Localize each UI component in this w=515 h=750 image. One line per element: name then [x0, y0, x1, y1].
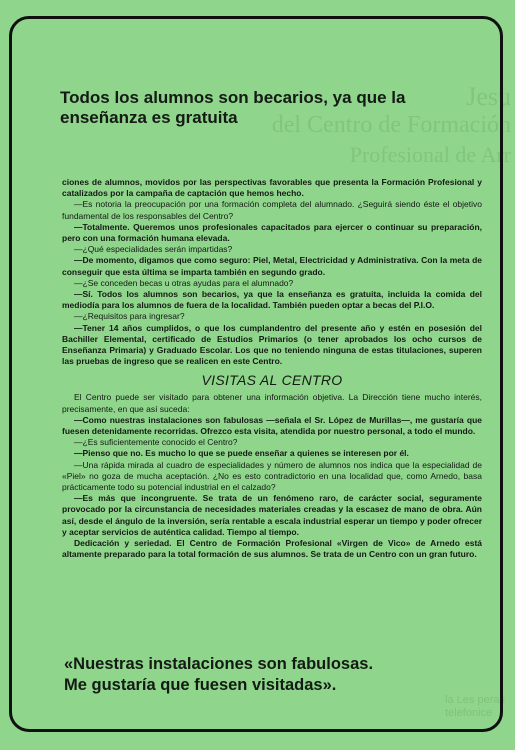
paragraph: —Sí. Todos los alumnos son becarios, ya que la enseñanza es gratuita, incluida la comida del mediodía para los alumnos de fuera de la localidad. También pueden optar a becas del P.I.O. — [62, 289, 482, 311]
paragraph: —Pienso que no. Es mucho lo que se puede enseñar a quienes se interesen por él. — [74, 448, 409, 459]
paragraph: —¿Qué especialidades serán impartidas? — [74, 244, 233, 255]
pull-quote-line: «Nuestras instalaciones son fabulosas. — [64, 655, 374, 673]
show-through-text-line: del Centro de Formación — [271, 112, 511, 138]
paragraph: ciones de alumnos, movidos por las perspectivas favorables que presenta la Formación Profesional y catalizados por la campaña de captación que hemos hecho. — [62, 177, 482, 199]
show-through-text-line: Profesional de Arr — [349, 142, 511, 167]
paragraph: —¿Es suficientemente conocido el Centro? — [74, 437, 238, 448]
section-title: VISITAS AL CENTRO — [201, 372, 343, 389]
show-through-text-bottom — [445, 694, 505, 720]
paragraph: El Centro puede ser visitado para obtener una información objetiva. La Dirección tiene mucho interés, precisamente, en que así suceda: — [62, 392, 482, 414]
paragraph: Dedicación y seriedad. El Centro de Formación Profesional «Virgen de Vico» de Arnedo está altamente preparado para la total formación de sus alumnos. Se trata de un Centro con un gran futuro. — [62, 538, 482, 560]
paragraph: —Una rápida mirada al cuadro de especialidades y número de alumnos nos indica que la especialidad de «Piel» no goza de mucha aceptación. ¿No es esto contradictorio en una localidad que, como Arnedo, basa prácticamente todo su potencial industrial en el calzado? — [62, 459, 482, 493]
paragraph: —Como nuestras instalaciones son fabulosas —señala el Sr. López de Murillas—, me gustaría que fuesen detenidamente recorridas. Ofrezco esta visita, atendida por nuestro personal, a todo el mundo. — [62, 414, 482, 437]
paragraph: —¿Requisitos para ingresar? — [74, 311, 185, 322]
pull-quote-line: Me gustaría que fuesen visitadas». — [64, 676, 337, 694]
show-through-line: telefonice — [445, 707, 493, 719]
pull-quote — [64, 654, 484, 696]
article-body — [62, 177, 482, 561]
paragraph: —Totalmente. Queremos unos profesionales capacitados para ejercer o continuar su preparación, pero con una formación humana elevada. — [62, 221, 482, 244]
paragraph: —Es más que incongruente. Se trata de un fenómeno raro, de carácter social, seguramente provocado por la circunstancia de necesidades materiales creadas y la escasez de mano de obra. Aún así, desde el ángulo de la inversión, sería rentable a escala industrial esperar un tiempo y poder ofrecer y aceptar servicios de auténtica calidad. Tiempo al tiempo. — [62, 493, 482, 537]
show-through-text-line: Jesu — [466, 82, 511, 111]
article-title: Todos los alumnos son becarios, ya que la enseñanza es gratuita — [60, 88, 406, 127]
paragraph: —Tener 14 años cumplidos, o que los cumplandentro del presente año y estén en posesión del Bachiller Elemental, certificado de Estudios Primarios (o tener aprobados los ocho cursos de Enseñanza Primaria) y Graduado Escolar. Los que no teniendo ninguna de estas titulaciones, superen las pruebas de ingreso que se realicen en este Centro. — [62, 322, 482, 367]
paragraph: —¿Se conceden becas u otras ayudas para el alumnado? — [74, 277, 294, 288]
article-body-part2 — [62, 392, 482, 560]
paragraph: —Es notoria la preocupación por una formación completa del alumnado. ¿Seguirá siendo éste el objetivo fundamental de los responsables del Centro? — [62, 199, 482, 221]
article-body-part1 — [62, 177, 482, 367]
paragraph: —De momento, digamos que como seguro: Piel, Metal, Electricidad y Administrativa. Con la meta de conseguir que esta última se imparta también en segundo grado. — [62, 255, 482, 277]
show-through-line: la Les peras — [445, 694, 505, 706]
